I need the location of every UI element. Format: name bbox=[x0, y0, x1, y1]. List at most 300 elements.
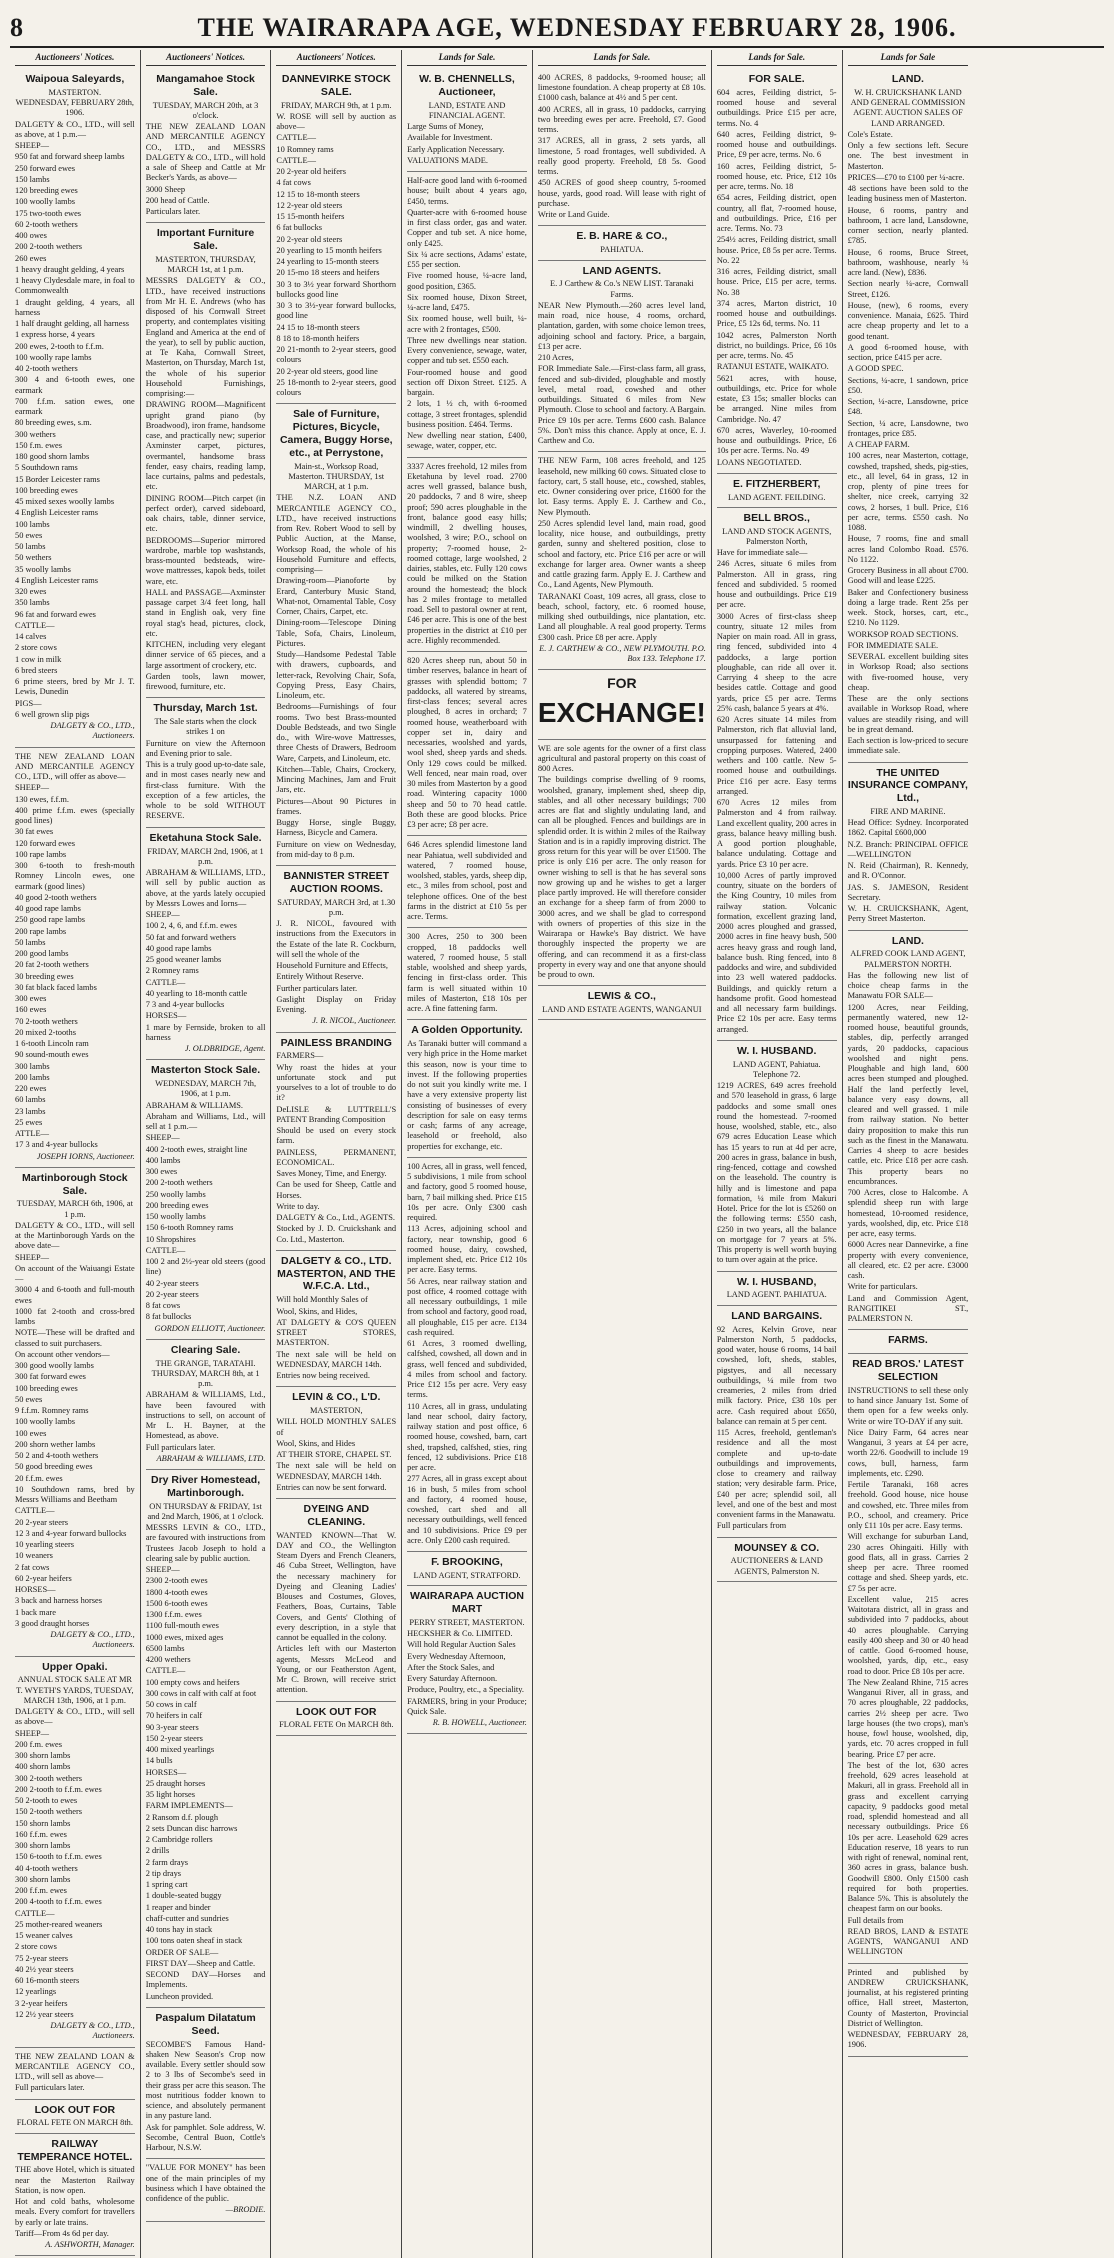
ad-line: 1 heavy Clydesdale mare, in foal to Commonwealth bbox=[15, 276, 135, 296]
ad-signature: E. J. CARTHEW & CO., NEW PLYMOUTH. P.O. Box 133. Telephone 17. bbox=[539, 643, 706, 664]
ad-title: Mangamahoe Stock Sale. bbox=[156, 72, 255, 98]
ad-line: Has the following new list of choice cheap farms in the Manawatu FOR SALE— bbox=[847, 970, 969, 1001]
ad-line: WE are sole agents for the owner of a first class agricultural and pastoral property on this coast of 800 Acres. bbox=[537, 743, 706, 774]
ad-line: FIRST DAY—Sheep and Cattle. bbox=[145, 1958, 256, 1968]
advertisement bbox=[276, 69, 396, 404]
ad-subtitle: LAND AGENT. FEILDING. bbox=[727, 492, 826, 502]
ad-body bbox=[848, 1968, 969, 2051]
ad-title: W. I. HUSBAND. bbox=[737, 1044, 817, 1057]
ad-line: 200 4-tooth to f.f.m. ewes bbox=[15, 1897, 102, 1907]
ad-line: PIGS— bbox=[15, 698, 42, 708]
advertisement bbox=[15, 2048, 135, 2100]
ad-line: CATTLE— bbox=[145, 1666, 186, 1676]
ad-line: Hot and cold baths, wholesome meals. Every comfort for travellers by early or late trains. bbox=[15, 2197, 135, 2227]
ad-title: READ BROS.' LATEST SELECTION bbox=[852, 1358, 964, 1384]
ad-subtitle: W. H. CRUICKSHANK LAND AND GENERAL COMMISSION AGENT. AUCTION SALES OF LAND ARRANGED. bbox=[850, 87, 966, 128]
column-header: Lands for Sale. bbox=[407, 52, 527, 66]
ad-line: 50 good breeding ewes bbox=[15, 1462, 93, 1472]
ad-line: Large Sums of Money, bbox=[407, 122, 484, 132]
ad-line: 20 2-year old steers, good line bbox=[276, 366, 378, 376]
ad-line: READ BROS, LAND & ESTATE AGENTS, WANGANUI AND WELLINGTON bbox=[847, 1926, 969, 1957]
ad-line: Printed and published by ANDREW CRUICKSHANK, journalist, at his registered printing office, Hall street, Masterton, County of Masterton, Provincial District of Wellington. bbox=[847, 1967, 969, 2028]
ad-subtitle: ANNUAL STOCK SALE AT MR T. WYETH'S YARDS, TUESDAY, MARCH 13th, 1906, at 1 p.m. bbox=[16, 1675, 134, 1705]
ad-title: Sale of Furniture, Pictures, Bicycle, Camera, Buggy Horse, etc., at Perrystone, bbox=[279, 408, 393, 459]
advertisement bbox=[717, 1041, 837, 1272]
ad-subtitle: LAND AGENT. PAHIATUA. bbox=[726, 1290, 827, 1300]
advertisement bbox=[407, 928, 527, 1020]
ad-line: 9 f.f.m. Romney rams bbox=[15, 1406, 89, 1416]
advertisement bbox=[15, 2134, 135, 2257]
ad-line: 25 draught horses bbox=[145, 1778, 206, 1788]
ad-line: 1219 ACRES, 649 acres freehold and 570 leasehold in grass, 6 large paddocks and some small ones round the homestead. 7-roomed house, woolshed, stable, etc., also 679 acres Education Lease which has 15 years to run at 4d per acre, 200 acres in grass, balance in bush, ring-fenced, cottage and cowshed on the leasehold. The country is hilly and is limestone and papa formation, ¼ mile from Makuri Hotel. Price for the lot is £5260 on the following terms: £550 cash, £250 in two years, all the balance on mortgage for 7 years at 5%. This property is well worth buying to turn over again at the price. bbox=[716, 1081, 837, 1265]
ad-line: THE above Hotel, which is situated near the Masterton Railway Station, is now open. bbox=[15, 2165, 135, 2195]
ad-line: AT THEIR STORE, CHAPEL ST. bbox=[276, 1450, 392, 1460]
ad-line: SHEEP— bbox=[145, 1133, 180, 1143]
ad-signature: —BRODIE. bbox=[225, 2205, 266, 2215]
ad-line: 90 sound-mouth ewes bbox=[15, 1050, 89, 1060]
ad-line: 60 2-tooth wethers bbox=[15, 219, 78, 229]
ad-line: Furniture on view the Afternoon and Evening prior to sale. bbox=[145, 738, 266, 758]
ad-line: 400 ACRES, 8 paddocks, 9-roomed house; all limestone foundation. A cheap property at £8 10s. £1000 cash, balance at 4½ and 5 per cent. bbox=[537, 72, 706, 103]
advertisement bbox=[848, 1964, 969, 2057]
ad-line: 20 15-mo 18 steers and heifers bbox=[276, 268, 380, 278]
advertisement bbox=[276, 404, 396, 866]
advertisement bbox=[15, 1657, 135, 2048]
ad-line: 113 Acres, adjoining school and factory, near township, good 6 roomed house, dairy, cowshed, implement shed, etc. Price £12 10s per acre. Easy terms. bbox=[407, 1224, 527, 1275]
column-header: Auctioneers' Notices. bbox=[276, 52, 396, 66]
ad-line: Six ¼ acre sections, Adams' estate, £55 per section. bbox=[407, 249, 527, 270]
ad-line: 950 fat and forward sheep lambs bbox=[15, 152, 125, 162]
ad-line: SHEEP— bbox=[145, 1565, 180, 1575]
ad-title: PAINLESS BRANDING bbox=[280, 1036, 392, 1049]
ad-line: 150 2-tooth wethers bbox=[15, 1807, 82, 1817]
ad-line: 320 ewes bbox=[15, 587, 47, 597]
ad-line: 150 f.m. ewes bbox=[15, 440, 62, 450]
ad-body bbox=[717, 1325, 837, 1532]
ad-line: 100 lambs bbox=[15, 519, 50, 529]
ad-line: SEVERAL excellent building sites in Worksop Road; also sections with five-roomed house, very cheap. bbox=[847, 652, 969, 692]
ad-line: CATTLE— bbox=[276, 155, 316, 165]
ad-line: SHEEP— bbox=[145, 910, 180, 919]
ad-line: 180 good shorn lambs bbox=[15, 452, 90, 462]
ad-line: 1 back mare bbox=[15, 1607, 56, 1617]
ad-line: 17 3 and 4-year bullocks bbox=[15, 1140, 98, 1150]
ad-line: 92 Acres, Kelvin Grove, near Palmerston North, 5 paddocks, good water, house 6 rooms, 14 bail cowshed, loft, sheds, stables, pigstyes, and all necessary outbuildings, ¼ mile from two creameries, 2 miles from dried milk factory. Price, £38 10s per acre. Cash required about £650, balance can remain at 5 per cent. bbox=[716, 1324, 837, 1426]
ad-body bbox=[276, 493, 396, 860]
ad-line: CATTLE— bbox=[15, 620, 55, 630]
ad-body bbox=[146, 122, 266, 217]
ad-line: chaff-cutter and sundries bbox=[145, 1913, 229, 1923]
ad-line: 7 3 and 4-year bullocks bbox=[145, 1000, 225, 1009]
ad-line: Four-roomed house and good section off Dixon Street. £125. A bargain. bbox=[407, 367, 527, 398]
ad-line: 4 fat cows bbox=[276, 178, 311, 188]
ad-body bbox=[276, 1051, 396, 1245]
ad-line: 20 mixed 2-tooths bbox=[15, 1027, 76, 1037]
ad-line: 120 forward ewes bbox=[15, 838, 75, 848]
ad-line: Have for immediate sale— bbox=[716, 548, 808, 558]
ad-line: 20 f.f.m. ewes bbox=[15, 1473, 63, 1483]
advertisement bbox=[717, 508, 837, 1041]
ad-title: E. FITZHERBERT, bbox=[732, 477, 821, 490]
ad-signature: J. OLDBRIDGE, Agent. bbox=[184, 1044, 266, 1053]
ad-line: 646 Acres splendid limestone land near Pahiatua, well subdivided and watered, 7 roomed house, woolshed, stables, yards, sheep dip, etc., 3 miles from school, post and telephone offices. One of the best farms in the district at £10 5s per acre. Terms. bbox=[407, 840, 527, 922]
ad-line: After the Stock Sales, and bbox=[407, 1662, 495, 1672]
ad-line: 150 6-tooth to f.f.m. ewes bbox=[15, 1852, 102, 1862]
ad-body bbox=[146, 1390, 266, 1453]
ad-line: 70 heifers in calf bbox=[145, 1711, 203, 1721]
ad-line: Only a few sections left. Secure one. The best investment in Masterton. bbox=[847, 141, 969, 171]
ad-subtitle: MASTERTON. WEDNESDAY, FEBRUARY 28th, 1906. bbox=[15, 87, 135, 118]
advertisement bbox=[146, 698, 266, 827]
ad-line: 1800 4-tooth ewes bbox=[145, 1587, 208, 1597]
ad-subtitle: ALFRED COOK LAND AGENT, PALMERSTON NORTH. bbox=[850, 949, 966, 969]
ad-line: 1000 fat 2-tooth and cross-bred lambs bbox=[15, 1306, 135, 1327]
ad-body bbox=[146, 2163, 266, 2204]
ad-line: ABRAHAM & WILLIAMS, LTD., will sell by public auction as above, at the yards lately occupied by Messrs Lowes and Iorns— bbox=[145, 868, 266, 908]
ad-line: 14 calves bbox=[15, 632, 47, 642]
ad-line: 4 English Leicester rams bbox=[15, 508, 99, 518]
column-header: Auctioneers' Notices. bbox=[146, 52, 266, 66]
ad-line: 6 prime steers, bred by Mr J. T. Lewis, Dunedin bbox=[15, 677, 135, 697]
ad-line: 6 bred steers bbox=[15, 665, 58, 675]
ad-line: Write or Land Guide. bbox=[537, 210, 610, 220]
ad-line: 3 back and harness horses bbox=[15, 1596, 102, 1606]
ad-line: LOANS NEGOTIATED. bbox=[716, 457, 802, 467]
advertisement bbox=[717, 1538, 837, 1582]
ad-line: On account of the Waiuangi Estate— bbox=[15, 1263, 135, 1284]
ad-title: Upper Opaki. bbox=[42, 1660, 108, 1673]
ad-line: DALGETY & CO., LTD., will sell at the Martinborough Yards on the above date— bbox=[15, 1220, 135, 1251]
ad-line: SECOND DAY—Horses and Implements. bbox=[145, 1970, 266, 1990]
ad-line: SHEEP— bbox=[15, 1252, 49, 1262]
ad-title: DYEING AND CLEANING. bbox=[303, 1503, 370, 1528]
ad-line: MESSRS LEVIN & CO., LTD., are favoured with instructions from Trustees Jacob Joseph to hold a clearing sale by public auction. bbox=[145, 1523, 266, 1563]
ad-line: 200 lambs bbox=[15, 1072, 50, 1082]
ad-line: 400 2-tooth ewes, straight line bbox=[145, 1144, 248, 1154]
ad-line: New dwelling near station, £400, sewage, water, copper, etc. bbox=[407, 431, 527, 451]
ad-line: 604 acres, Feilding district, 5-roomed house and several outbuildings. Price £15 per acre, terms. No. 4 bbox=[716, 87, 837, 128]
ad-title: Masterton Stock Sale. bbox=[151, 1064, 261, 1077]
ad-line: 1100 full-mouth ewes bbox=[145, 1621, 219, 1631]
ad-subtitle: TUESDAY, MARCH 20th, at 3 o'clock. bbox=[152, 100, 259, 120]
ad-line: 1500 6-tooth ewes bbox=[145, 1598, 208, 1608]
ad-line: 160 ewes bbox=[15, 1005, 47, 1015]
ad-line: THE NEW ZEALAND LOAN AND MERCANTILE AGENCY CO., LTD., and MESSRS DALGETY & CO., LTD., will hold a sale of Sheep and Cattle at Mr Becker's Yards, as above— bbox=[145, 122, 266, 183]
ad-line: These are the only sections available in Worksop Road, where values are steadily rising, and will be in great demand. bbox=[847, 694, 969, 734]
ad-line: 160 f.f.m. ewes bbox=[15, 1829, 67, 1839]
ad-line: 25 mother-reared weaners bbox=[15, 1919, 103, 1929]
ad-line: 700 Acres, close to Halcombe. A splendid sheep run with large homestead, 10-roomed residence, yards, woolshed, dip, etc. Price £18 per acre, easy terms. bbox=[847, 1188, 969, 1239]
ad-line: Will hold Regular Auction Sales bbox=[407, 1640, 516, 1650]
column-3 bbox=[271, 50, 402, 2258]
ad-title: Paspalum Dilatatum Seed. bbox=[155, 2011, 256, 2037]
ad-title: RAILWAY TEMPERANCE HOTEL. bbox=[17, 2137, 133, 2163]
ad-line: The New Zealand Rhine, 715 acres Wanganui River, all in grass, and 70 acres ploughable, 22 paddocks, carries 2½ sheep per acre. Two large houses (the two crops), man's house, fowl house, woolshed, dip, yards, etc. 70 acres cropped in full bearing. Price £7 per acre. bbox=[847, 1677, 969, 1759]
advertisement bbox=[848, 69, 969, 763]
ad-line: 70 2-tooth wethers bbox=[15, 1016, 78, 1026]
ad-line: 400 mixed yearlings bbox=[145, 1745, 215, 1755]
ad-line: Stocked by J. D. Cruickshank and Co. Ltd., Masterton. bbox=[276, 1224, 397, 1244]
ad-line: 300 Acres, 250 to 300 been cropped, 18 paddocks well watered, 7 roomed house, 5 stall stable, woolshed and sheep yards, fencing in first-class order. This farm is well situated within 10 miles of Masterton, £18 10s per acre. A fine fattening farm. bbox=[407, 932, 527, 1014]
ad-line: HORSES— bbox=[15, 1585, 56, 1595]
ad-line: Section nearly ¼-acre, Cornwall Street, £126. bbox=[847, 279, 969, 299]
ad-subtitle: LAND AGENT, STRATFORD. bbox=[413, 1570, 521, 1580]
ad-line: 40 good rape lambs bbox=[145, 943, 212, 953]
ad-line: 40 tons hay in stack bbox=[145, 1925, 213, 1935]
advertisement bbox=[146, 223, 266, 698]
ad-line: 3000 Acres of first-class sheep country, situate 12 miles from Napier on main road. All in grass, ring fenced, subdivided into 4 paddocks, a large portion ploughable, can ride all over it. Carrying 4 sheep to the acre besides cattle. Cottage and good yards, price £5 per acre. Terms 25% cash, balance 5 years at 4%. bbox=[716, 611, 837, 713]
ad-line: 1 double-seated buggy bbox=[145, 1891, 222, 1901]
ad-title: FOR bbox=[607, 675, 637, 692]
ad-line: THE NEW ZEALAND LOAN AND MERCANTILE AGENCY CO., LTD., will offer as above— bbox=[15, 751, 135, 782]
ad-line: FARMERS— bbox=[276, 1051, 324, 1061]
ad-line: THE NEW Farm, 108 acres freehold, and 125 leasehold, new milking 60 cows. Situated close to factory, cart, 5 stall house, etc., cowshed, stables, etc. Owner considering over price, £1600 for the lot. Easy terms. Apply E. J. Carthew and Co., New Plymouth. bbox=[537, 456, 706, 517]
ad-line: 2300 2-tooth ewes bbox=[145, 1576, 208, 1586]
ad-line: Five roomed house, ¼-acre land, good position, £365. bbox=[407, 271, 527, 291]
ad-line: KITCHEN, including very elegant dinner service of 65 pieces, and a large assortment of crockery, etc. bbox=[145, 640, 266, 670]
ad-title: LEWIS & CO., bbox=[587, 990, 656, 1003]
ad-body bbox=[15, 120, 135, 721]
ad-line: 25 ewes bbox=[15, 1117, 43, 1127]
ad-line: 24 yearling to 15-month steers bbox=[276, 257, 379, 267]
ad-line: 670 Acres 12 miles from Palmerston and 4 from railway. Land excellent quality, 200 acres in grass, balance heavy milling bush. A good portion ploughable, balance undulating. Cottage and yards. Price £3 10 per acre. bbox=[716, 798, 837, 869]
ad-line: Study—Handsome Pedestal Table with drawers, cupboards, and letter-rack, Revolving Chair, Sofa, Copying Press, Easy Chairs, Linoleum, etc. bbox=[276, 650, 397, 700]
ad-title: E. B. HARE & CO., bbox=[576, 230, 668, 243]
ad-title: W. B. CHENNELLS, Auctioneer, bbox=[419, 72, 515, 98]
ad-body bbox=[15, 752, 135, 1151]
ad-line: CATTLE— bbox=[15, 1908, 55, 1918]
advertisement bbox=[276, 1387, 396, 1499]
ad-line: TARANAKI Coast, 109 acres, all grass, close to beach, school, factory, etc. 6 roomed house, milking shed outbuildings, nice plantation, etc. Land all ploughable. A real good property. Terms £300 cash. Price £8 per acre. Apply bbox=[537, 591, 706, 642]
ad-line: A good 6-roomed house, with section, price £415 per acre. bbox=[847, 342, 969, 363]
ad-title: Clearing Sale. bbox=[170, 1343, 241, 1356]
ad-line: 50 lambs bbox=[15, 937, 46, 947]
advertisement bbox=[538, 452, 706, 670]
ad-line: THE NEW ZEALAND LOAN & MERCANTILE AGENCY CO., LTD., will sell as above— bbox=[15, 2051, 135, 2082]
ad-line: 300 2-tooth wethers bbox=[15, 1773, 82, 1783]
ad-body bbox=[407, 122, 527, 166]
ad-line: 200 2-tooth wethers bbox=[15, 242, 82, 252]
ad-line: 80 breeding ewes, s.m. bbox=[15, 418, 92, 428]
ad-body bbox=[407, 656, 527, 830]
ad-line: N. Reid (Chairman), R. Kennedy, and R. O'Connor. bbox=[847, 861, 969, 881]
ad-line: 700 f.f.m. sation ewes, one earmark bbox=[15, 396, 135, 417]
ad-line: INSTRUCTIONS to sell these only to hand since January 1st. Some of them open for a few weeks only. Write or wire TO-DAY if any suit. bbox=[847, 1385, 969, 1426]
ad-title: LAND BARGAINS. bbox=[731, 1309, 823, 1322]
ad-line: 8 18 to 18-month heifers bbox=[276, 333, 360, 343]
ad-title: BELL BROS., bbox=[743, 511, 810, 524]
ad-line: 50 lambs bbox=[15, 542, 46, 552]
ad-body bbox=[407, 840, 527, 922]
ad-line: SHEEP— bbox=[15, 1728, 49, 1738]
ad-line: FOR IMMEDIATE SALE. bbox=[847, 640, 939, 650]
ad-line: BEDROOMS—Superior mirrored wardrobe, marble top washstands, brass-mounted bedsteads, wire-wove mattresses, kapok beds, toilet ware, etc. bbox=[145, 535, 266, 586]
ad-body bbox=[146, 1523, 266, 2002]
ad-line: 374 acres, Marton district, 10 roomed house and outbuildings. Price, £5 12s 6d, terms. No. 11 bbox=[716, 298, 837, 329]
ad-line: 2 Ransom d.f. plough bbox=[145, 1812, 219, 1822]
ad-body bbox=[276, 1531, 396, 1696]
ad-line: ABRAHAM & WILLIAMS. bbox=[145, 1100, 244, 1110]
ad-line: CATTLE— bbox=[276, 133, 316, 143]
ad-line: 60 lambs bbox=[15, 1095, 46, 1105]
ad-line: 30 3 to 3½ year forward Shorthorn bullocks good line bbox=[276, 279, 397, 299]
ad-line: HALL and PASSAGE—Axminster passage carpet 3/4 feet long, hall stand in English oak, very fine royal stag's head, pictures, clock, etc. bbox=[145, 587, 266, 638]
advertisement bbox=[407, 172, 527, 458]
ad-line: House, (new), 6 rooms, every convenience. Manaia, £625. Third acre cheap property and let to a good tenant. bbox=[847, 300, 969, 341]
ad-line: 620 Acres situate 14 miles from Palmerston, rich flat alluvial land, unsurpassed for fattening and cropping purposes. Watered, 2400 wethers and 100 cattle. New 5-roomed house and outbuildings. Price £16 per acre. Easy terms arranged. bbox=[716, 715, 837, 796]
advertisement bbox=[407, 1552, 527, 1586]
ad-line: 5 Southdown rams bbox=[15, 463, 78, 473]
ad-body bbox=[146, 868, 266, 1043]
ad-line: 277 Acres, all in grass except about 16 in bush, 5 miles from school and factory, 4 roomed house, cowshed, cart shed and all necessary outbuildings, well fenced and 10 subdivisions. Price £9 per acre. Only £200 cash required. bbox=[407, 1474, 527, 1545]
ad-line: 300 4 and 6-tooth ewes, one earmark bbox=[15, 375, 135, 395]
ad-line: 1 cow in milk bbox=[15, 654, 62, 664]
ad-title: LOOK OUT FOR bbox=[296, 1705, 377, 1718]
ad-line: 400 owes bbox=[15, 231, 47, 241]
ad-line: Will hold Monthly Sales of bbox=[276, 1295, 368, 1305]
ad-line: PRICES—£70 to £100 per ¼-acre. bbox=[847, 172, 965, 182]
ad-line: NOTE—These will be drafted and classed to suit purchasers. bbox=[15, 1328, 135, 1348]
ad-body bbox=[15, 2052, 135, 2094]
ad-line: W. H. CRUICKSHANK, Agent, Perry Street Masterton. bbox=[847, 904, 969, 924]
ad-line: 20 2-year steers bbox=[15, 1517, 69, 1527]
ad-line: This is a truly good up-to-date sale, and in most cases nearly new and first-class furniture. With the exception of a few articles, the whole to be sold WITHOUT RESERVE. bbox=[145, 760, 266, 821]
ad-line: Household Furniture and Effects, bbox=[276, 961, 388, 971]
ad-line: 300 good woolly lambs bbox=[15, 1361, 94, 1371]
ad-line: 250 forward ewes bbox=[15, 163, 75, 173]
ad-line: 2 sets Duncan disc harrows bbox=[145, 1823, 238, 1833]
ad-line: 200 f.f.m. ewes bbox=[15, 1886, 67, 1896]
ad-line: 2 farm drays bbox=[145, 1857, 189, 1867]
ad-line: 2 fat cows bbox=[15, 1562, 50, 1572]
ad-body bbox=[407, 462, 527, 647]
newspaper-columns bbox=[10, 50, 1104, 2250]
ad-line: 1042 acres, Palmerston North district, no buildings. Price, £6 10s per acre, terms. No. 45 bbox=[716, 330, 837, 361]
advertisement bbox=[146, 1340, 266, 1470]
ad-line: 3 good draught horses bbox=[15, 1618, 90, 1628]
column-1 bbox=[10, 50, 141, 2258]
ad-line: 90 3-year steers bbox=[145, 1722, 199, 1732]
ad-line: Every Saturday Afternoon. bbox=[407, 1674, 498, 1683]
ad-line: 1300 f.f.m. ewes bbox=[145, 1610, 202, 1620]
ad-line: 1 reaper and binder bbox=[145, 1902, 211, 1912]
ad-line: 260 ewes bbox=[15, 253, 47, 263]
ad-line: Entirely Without Reserve. bbox=[276, 972, 364, 982]
ad-line: 300 6-tooth to fresh-mouth Romney Lincoln ewes, one earmark (good lines) bbox=[15, 861, 135, 891]
ad-line: 50 cows in calf bbox=[145, 1700, 197, 1710]
ad-line: The next sale will be held on WEDNESDAY, MARCH 14th. bbox=[276, 1349, 397, 1369]
ad-line: 2 lots, 1 ½ ch, with 6-roomed cottage, 3 street frontages, splendid business position. £464. Terms. bbox=[407, 399, 527, 429]
ad-line: Can be used for Sheep, Cattle and Horses. bbox=[276, 1180, 397, 1200]
ad-title: DALGETY & CO., LTD. MASTERTON, AND THE W.F.C.A. Ltd., bbox=[277, 1254, 396, 1293]
ad-line: Head Office: Sydney. Incorporated 1862. Capital £600,000 bbox=[847, 818, 969, 838]
ad-line: 300 shorn lambs bbox=[15, 1841, 71, 1851]
ad-body bbox=[146, 739, 266, 822]
ad-line: 30 3 to 3½-year forward bullocks, good line bbox=[276, 301, 397, 321]
ad-line: 2 Cambridge rollers bbox=[145, 1835, 213, 1845]
ad-line: 100 woolly lambs bbox=[15, 197, 76, 207]
ad-line: 35 light horses bbox=[145, 1790, 196, 1800]
ad-line: 20 2-year old steers bbox=[276, 234, 343, 244]
advertisement bbox=[848, 763, 969, 931]
ad-line: Produce, Poultry, etc., a Speciality. bbox=[407, 1685, 524, 1695]
advertisement bbox=[407, 69, 527, 172]
ad-line: 100 ewes bbox=[15, 1428, 47, 1438]
ad-line: 1 6-tooth Lincoln ram bbox=[15, 1039, 89, 1049]
ad-title: MOUNSEY & CO. bbox=[734, 1541, 820, 1554]
ad-line: Entries now being received. bbox=[276, 1371, 370, 1381]
ad-line: 3000 Sheep bbox=[145, 184, 186, 194]
ad-body bbox=[538, 301, 706, 447]
newspaper-title: THE WAIRARAPA AGE, WEDNESDAY FEBRUARY 28, 1906. bbox=[197, 13, 957, 42]
ad-line: 8 fat cows bbox=[145, 1301, 181, 1311]
column-2 bbox=[141, 50, 272, 2258]
ad-signature: DALGETY & CO., LTD., Auctioneers. bbox=[50, 2021, 135, 2041]
ad-line: Grocery Business in all about £700. Good will and lease £225. bbox=[847, 566, 969, 586]
ad-line: HECKSHER & Co. LIMITED. bbox=[407, 1629, 513, 1638]
ad-line: 150 lambs bbox=[15, 174, 50, 184]
ad-line: Buggy Horse, single Buggy, Harness, Bicycle and Camera. bbox=[276, 818, 397, 838]
ad-line: FARMERS, bring in your Produce; Quick Sale. bbox=[407, 1696, 527, 1716]
ad-line: 200 2-tooth wethers bbox=[145, 1178, 213, 1188]
ad-line: Baker and Confectionery business doing a large trade. Rent 25s per week. Stock, horses, cart, etc., £210. No 1129. bbox=[847, 587, 969, 628]
ad-line: DALGETY & CO., LTD., will sell as above— bbox=[15, 1707, 135, 1727]
ad-signature: R. B. HOWELL, Auctioneer. bbox=[432, 1718, 527, 1727]
ad-line: On account other vendors— bbox=[15, 1349, 110, 1359]
ad-line: 200 rape lambs bbox=[15, 926, 67, 936]
ad-subtitle: MASTERTON, bbox=[309, 1406, 363, 1416]
column-5 bbox=[533, 50, 712, 2258]
ad-line: Articles left with our Masterton agents, Messrs McLeod and Young, or our Featherston Agent, Mr C. Brown, will receive strict attention. bbox=[276, 1644, 397, 1695]
advertisement bbox=[15, 2100, 135, 2134]
ad-line: 30 fat ewes bbox=[15, 827, 54, 837]
ad-title: FARMS. bbox=[888, 1334, 928, 1347]
ad-line: 2 store cows bbox=[15, 1942, 57, 1952]
ad-line: N.Z. Branch: PRINCIPAL OFFICE—WELLINGTON bbox=[847, 839, 969, 859]
ad-line: 2 tip drays bbox=[145, 1868, 182, 1878]
ad-line: HORSES— bbox=[145, 1011, 187, 1021]
ad-title: W. I. HUSBAND, bbox=[737, 1275, 817, 1288]
advertisement bbox=[717, 474, 837, 508]
ad-line: Abraham and Williams, Ltd., will sell at 1 p.m.— bbox=[145, 1111, 266, 1132]
ad-line: 150 shorn lambs bbox=[15, 1818, 71, 1828]
ad-line: WEDNESDAY, FEBRUARY 28, 1906. bbox=[847, 2030, 969, 2050]
column-header: Auctioneers' Notices. bbox=[15, 52, 135, 66]
ad-line: 400 ACRES, all in grass, 10 paddocks, carrying two breeding ewes per acre. Freehold, £7. Good terms. bbox=[537, 104, 706, 135]
ad-line: 200 ewes, 2-tooth to f.f.m. bbox=[15, 341, 104, 351]
ad-title: LEVIN & CO., L'D. bbox=[292, 1391, 381, 1404]
ad-line: 400 lambs bbox=[145, 1155, 181, 1165]
ad-line: 12 3 and 4-year forward bullocks bbox=[15, 1528, 127, 1538]
ad-line: RATANUI ESTATE, WAIKATO. bbox=[716, 362, 829, 372]
ad-line: 100 acres, near Masterton, cottage, cowshed, trapshed, sheds, pig-sties, etc., all level, 64 in grass, 12 in crop, plenty of pine trees for shelter, nice creek, carrying 32 cows, 2 horses, 1 bull. Price, £16 per acre, terms. £550 cash. No 1088. bbox=[847, 451, 969, 533]
advertisement bbox=[538, 261, 706, 453]
ad-body bbox=[407, 176, 527, 452]
ad-line: 3337 Acres freehold, 12 miles from Eketahuna by level road. 2700 acres well grassed, balance bush, 20 paddocks, 7 and 8 wire, sheep proof; 590 acres ploughable in the front, balance good easy hills; windmill, 2 dwelling houses, woolshed, 3 wire; P.O., school on property; 7-roomed house, 2-roomed cottage, large woolshed, 2 dairies, stables, etc. Fully 120 cows could be milked on the Station around the homestead; the block has 2 miles frontage to metalled road. Sell to pastoral owner at rent, £46 per acre. This is one of the best properties in the district at £10 per acre. Highly recommended. bbox=[407, 461, 527, 645]
ad-line: 96 fat and forward ewes bbox=[15, 609, 96, 619]
ad-line: The buildings comprise dwelling of 9 rooms, woolshed, granary, implement shed, sheep dip, stables, and all other necessary buildings; 700 acres are flat and slightly undulating land, and can all be ploughed. Fences and buildings are in splendid order. It is within 2 miles of the Railway Station and is in a rapidly improving district. The gross return for this year will be over £1500. The price is only £16 per acre. The only reason for owner wishing to sell is that he has several sons now growing up and he wishes to get a larger place partly improved. He will therefore consider an exchange for a sheep farm of from 2000 to 3000 acres, and we shall be glad to correspond with owners of properties of this size in the Wairarapa or Hawke's Bay district. We have thoroughly inspected the property we are offering, and can recommend it as a first-class property in every way and one that anyone should be proud to own. bbox=[537, 775, 706, 980]
column-header: Lands for Sale. bbox=[538, 52, 706, 66]
ad-line: 2 drills bbox=[145, 1846, 170, 1856]
advertisement bbox=[407, 1020, 527, 1158]
ad-line: 100 empty cows and heifers bbox=[145, 1677, 240, 1687]
ad-line: 60 16-month steers bbox=[15, 1976, 80, 1986]
column-6 bbox=[712, 50, 843, 2258]
ad-line: CATTLE— bbox=[145, 977, 186, 987]
ad-line: 300 ewes bbox=[15, 994, 47, 1004]
ad-line: Every Wednesday Afternoon, bbox=[407, 1651, 506, 1661]
ad-line: 316 acres, Feilding district, small house. Price, £15 per acre, terms. No. 38 bbox=[716, 267, 837, 297]
